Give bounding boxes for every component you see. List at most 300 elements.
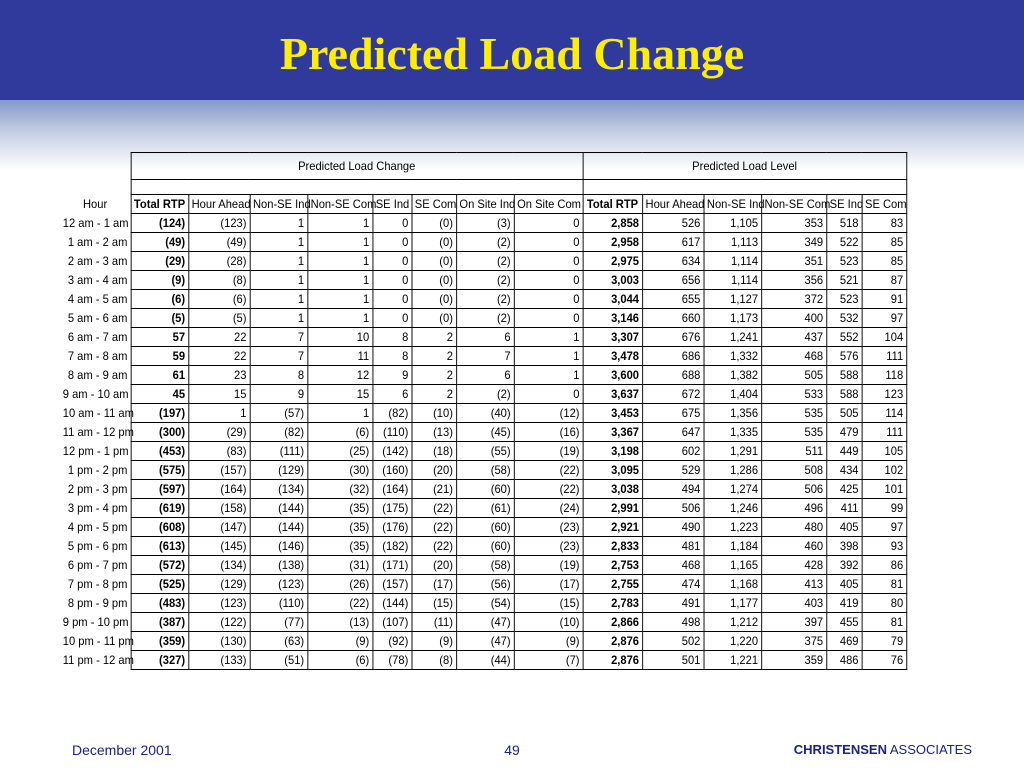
table-cell: 3,478 — [583, 347, 643, 366]
table-cell: 81 — [862, 613, 907, 632]
table-row — [60, 651, 906, 670]
row-hour-label: 9 am - 10 am — [62, 387, 129, 401]
table-cell: 114 — [862, 404, 907, 423]
table-cell: 0 — [372, 214, 411, 233]
table-cell: (6) — [307, 423, 372, 442]
table-cell: (138) — [250, 556, 308, 575]
table-cell: 0 — [372, 309, 411, 328]
column-header: SE Com — [412, 195, 457, 214]
table-cell: 1,223 — [704, 518, 762, 537]
table-row — [60, 632, 906, 651]
table-cell: 405 — [826, 575, 861, 594]
table-cell: 9 — [250, 385, 308, 404]
table-cell: 2,755 — [583, 575, 643, 594]
table-cell: 506 — [642, 499, 703, 518]
table-cell: 474 — [642, 575, 703, 594]
row-hour-label: 5 am - 6 am — [67, 311, 128, 325]
row-hour-label: 10 pm - 11 pm — [62, 634, 134, 648]
row-hour-label: 8 am - 9 am — [67, 368, 128, 382]
table-cell: (175) — [372, 499, 411, 518]
brand-suffix: ASSOCIATES — [889, 742, 972, 757]
table-cell: 1,291 — [704, 442, 762, 461]
table-row — [60, 347, 906, 366]
table-cell: (15) — [514, 594, 583, 613]
table-cell: (9) — [131, 271, 189, 290]
table-row — [60, 233, 906, 252]
table-cell: 552 — [826, 328, 861, 347]
row-hour-label: 3 am - 4 am — [67, 273, 128, 287]
table-cell: 97 — [862, 309, 907, 328]
table-cell: 460 — [761, 537, 826, 556]
table-cell: 397 — [761, 613, 826, 632]
column-header: Non-SE Com — [761, 195, 826, 214]
table-cell: (44) — [456, 651, 514, 670]
row-hour-label: 2 am - 3 am — [67, 254, 128, 268]
table-cell: (23) — [514, 518, 583, 537]
row-hour-label: 12 am - 1 am — [62, 216, 129, 230]
table-cell: 3,146 — [583, 309, 643, 328]
table-cell: 1,335 — [704, 423, 762, 442]
table-cell: 1 — [307, 271, 372, 290]
table-cell: 8 — [372, 347, 411, 366]
table-cell: (11) — [412, 613, 457, 632]
row-hour-label: 11 am - 12 pm — [62, 425, 134, 439]
table-cell: (18) — [412, 442, 457, 461]
table-cell: 490 — [642, 518, 703, 537]
table-cell: 1,184 — [704, 537, 762, 556]
table-cell: 491 — [642, 594, 703, 613]
table-cell: (35) — [307, 499, 372, 518]
table-cell: 449 — [826, 442, 861, 461]
table-cell: (78) — [372, 651, 411, 670]
table-cell: 101 — [862, 480, 907, 499]
row-hour-label: 6 am - 7 am — [67, 330, 128, 344]
table-cell: (63) — [250, 632, 308, 651]
table-cell: (9) — [514, 632, 583, 651]
table-cell: 7 — [250, 347, 308, 366]
table-cell: 91 — [862, 290, 907, 309]
table-cell: 111 — [862, 347, 907, 366]
table-cell: (61) — [456, 499, 514, 518]
table-cell: (142) — [372, 442, 411, 461]
table-cell: (47) — [456, 632, 514, 651]
table-cell: 15 — [188, 385, 249, 404]
table-cell: (123) — [250, 575, 308, 594]
row-hour-label: 4 am - 5 am — [67, 292, 128, 306]
table-cell: (49) — [131, 233, 189, 252]
table-cell: 508 — [761, 461, 826, 480]
table-cell: (19) — [514, 556, 583, 575]
table-cell: 353 — [761, 214, 826, 233]
table-cell: (20) — [412, 461, 457, 480]
table-cell: 434 — [826, 461, 861, 480]
row-hour-label: 5 pm - 6 pm — [67, 539, 128, 553]
table-cell: (60) — [456, 518, 514, 537]
table-cell: 501 — [642, 651, 703, 670]
table-cell: 0 — [372, 290, 411, 309]
column-header: Non-SE Com — [307, 195, 372, 214]
table-cell: (123) — [188, 594, 249, 613]
table-cell: (12) — [514, 404, 583, 423]
table-cell: 1 — [250, 252, 308, 271]
table-cell: (129) — [250, 461, 308, 480]
table-cell: 1 — [514, 366, 583, 385]
table-row — [60, 518, 906, 537]
table-row — [60, 575, 906, 594]
table-row — [60, 537, 906, 556]
table-cell: 6 — [372, 385, 411, 404]
table-cell: 532 — [826, 309, 861, 328]
table-cell: (26) — [307, 575, 372, 594]
table-cell: (182) — [372, 537, 411, 556]
table-cell: 425 — [826, 480, 861, 499]
table-cell: 392 — [826, 556, 861, 575]
table-cell: 3,038 — [583, 480, 643, 499]
table-cell: (0) — [412, 271, 457, 290]
table-cell: 1,114 — [704, 271, 762, 290]
table-cell: (575) — [131, 461, 189, 480]
table-cell: (134) — [250, 480, 308, 499]
table-cell: 351 — [761, 252, 826, 271]
table-cell: 61 — [131, 366, 189, 385]
table-cell: (57) — [250, 404, 308, 423]
table-cell: 99 — [862, 499, 907, 518]
table-cell: 3,637 — [583, 385, 643, 404]
table-cell: (83) — [188, 442, 249, 461]
column-header: SE Ind — [372, 195, 411, 214]
table-cell: (92) — [372, 632, 411, 651]
table-cell: (7) — [514, 651, 583, 670]
table-cell: (0) — [412, 309, 457, 328]
table-cell: (9) — [307, 632, 372, 651]
table-cell: 83 — [862, 214, 907, 233]
table-cell: 0 — [514, 214, 583, 233]
table-cell: 3,003 — [583, 271, 643, 290]
table-cell: 0 — [514, 385, 583, 404]
table-cell: 7 — [456, 347, 514, 366]
table-cell: 676 — [642, 328, 703, 347]
brand-name: CHRISTENSEN — [793, 742, 887, 757]
table-cell: (2) — [456, 233, 514, 252]
table-cell: 522 — [826, 233, 861, 252]
table-cell: (111) — [250, 442, 308, 461]
table-cell: 0 — [514, 233, 583, 252]
table-cell: (77) — [250, 613, 308, 632]
table-cell: 529 — [642, 461, 703, 480]
table-cell: (32) — [307, 480, 372, 499]
row-hour-label: 8 pm - 9 pm — [67, 596, 128, 610]
table-cell: (525) — [131, 575, 189, 594]
table-cell: (8) — [412, 651, 457, 670]
table-cell: 400 — [761, 309, 826, 328]
table-cell: 3,307 — [583, 328, 643, 347]
table-cell: (29) — [188, 423, 249, 442]
table-cell: 102 — [862, 461, 907, 480]
table-cell: (327) — [131, 651, 189, 670]
load-table — [60, 152, 907, 670]
group-header-change: Predicted Load Change — [131, 153, 583, 180]
table-cell: 2,753 — [583, 556, 643, 575]
row-hour-label: 1 am - 2 am — [67, 235, 128, 249]
table-cell: 1 — [188, 404, 249, 423]
table-cell: 686 — [642, 347, 703, 366]
table-row — [60, 252, 906, 271]
table-cell: 2 — [412, 347, 457, 366]
table-cell: 523 — [826, 290, 861, 309]
table-cell: 0 — [372, 271, 411, 290]
table-cell: 588 — [826, 366, 861, 385]
table-cell: (54) — [456, 594, 514, 613]
table-cell: 1,356 — [704, 404, 762, 423]
column-header-row — [60, 195, 906, 214]
table-cell: (22) — [412, 537, 457, 556]
table-cell: 3,198 — [583, 442, 643, 461]
column-header: SE Com — [862, 195, 907, 214]
table-row — [60, 423, 906, 442]
column-header: On Site Ind — [456, 195, 514, 214]
table-cell: (16) — [514, 423, 583, 442]
table-container — [60, 152, 971, 670]
table-cell: (359) — [131, 632, 189, 651]
column-header: Hour Ahead — [642, 195, 703, 214]
table-cell: 1,246 — [704, 499, 762, 518]
table-cell: 469 — [826, 632, 861, 651]
row-hour-label: 11 pm - 12 am — [62, 653, 134, 667]
spacer-row — [60, 180, 906, 195]
table-cell: 85 — [862, 233, 907, 252]
table-cell: (2) — [456, 271, 514, 290]
table-cell: (2) — [456, 385, 514, 404]
table-cell: 12 — [307, 366, 372, 385]
table-cell: 533 — [761, 385, 826, 404]
table-cell: 1 — [307, 404, 372, 423]
table-cell: 518 — [826, 214, 861, 233]
column-header: Hour Ahead — [188, 195, 249, 214]
table-cell: 1,382 — [704, 366, 762, 385]
table-cell: 535 — [761, 404, 826, 423]
table-cell: (3) — [456, 214, 514, 233]
table-cell: 8 — [372, 328, 411, 347]
table-cell: (164) — [188, 480, 249, 499]
table-cell: 3,453 — [583, 404, 643, 423]
table-row — [60, 366, 906, 385]
table-cell: 59 — [131, 347, 189, 366]
table-cell: 1 — [307, 252, 372, 271]
table-cell: 405 — [826, 518, 861, 537]
table-cell: (144) — [250, 518, 308, 537]
table-cell: (82) — [250, 423, 308, 442]
table-cell: 3,367 — [583, 423, 643, 442]
table-row — [60, 214, 906, 233]
table-cell: 1,274 — [704, 480, 762, 499]
table-row — [60, 613, 906, 632]
column-header: Non-SE Ind — [250, 195, 308, 214]
table-cell: 45 — [131, 385, 189, 404]
table-row — [60, 594, 906, 613]
table-cell: (17) — [514, 575, 583, 594]
table-cell: (147) — [188, 518, 249, 537]
table-cell: 588 — [826, 385, 861, 404]
table-cell: 1 — [307, 214, 372, 233]
table-cell: 526 — [642, 214, 703, 233]
table-cell: 1 — [514, 347, 583, 366]
row-hour-label: 7 am - 8 am — [67, 349, 128, 363]
table-row — [60, 290, 906, 309]
table-cell: (157) — [372, 575, 411, 594]
table-cell: (22) — [514, 461, 583, 480]
table-cell: (22) — [307, 594, 372, 613]
table-row — [60, 271, 906, 290]
group-header-row — [60, 153, 906, 180]
table-cell: 86 — [862, 556, 907, 575]
table-cell: 496 — [761, 499, 826, 518]
table-cell: 8 — [250, 366, 308, 385]
spacer-cell — [583, 180, 907, 195]
table-cell: 1,165 — [704, 556, 762, 575]
table-cell: 437 — [761, 328, 826, 347]
table-cell: 486 — [826, 651, 861, 670]
table-cell: 87 — [862, 271, 907, 290]
table-cell: 1,177 — [704, 594, 762, 613]
table-cell: 535 — [761, 423, 826, 442]
table-cell: (58) — [456, 461, 514, 480]
table-cell: 2 — [412, 385, 457, 404]
table-cell: 1 — [250, 309, 308, 328]
table-cell: (20) — [412, 556, 457, 575]
table-cell: (24) — [514, 499, 583, 518]
table-cell: 97 — [862, 518, 907, 537]
table-cell: 349 — [761, 233, 826, 252]
column-header: Non-SE Ind — [704, 195, 762, 214]
table-cell: (483) — [131, 594, 189, 613]
table-cell: 1,127 — [704, 290, 762, 309]
table-cell: (597) — [131, 480, 189, 499]
table-cell: 1 — [307, 290, 372, 309]
table-cell: (55) — [456, 442, 514, 461]
table-cell: (29) — [131, 252, 189, 271]
table-cell: 3,600 — [583, 366, 643, 385]
table-cell: (22) — [412, 518, 457, 537]
table-cell: 521 — [826, 271, 861, 290]
table-row — [60, 328, 906, 347]
footer-date: December 2001 — [72, 742, 172, 758]
table-cell: 2,783 — [583, 594, 643, 613]
table-cell: (25) — [307, 442, 372, 461]
table-cell: 498 — [642, 613, 703, 632]
footer-brand — [794, 742, 972, 757]
table-cell: 2,921 — [583, 518, 643, 537]
table-cell: (572) — [131, 556, 189, 575]
table-cell: 1,241 — [704, 328, 762, 347]
row-hour-label: 12 pm - 1 pm — [62, 444, 129, 458]
table-row — [60, 556, 906, 575]
table-cell: 468 — [761, 347, 826, 366]
table-cell: (13) — [412, 423, 457, 442]
table-cell: 3,095 — [583, 461, 643, 480]
table-cell: 1,114 — [704, 252, 762, 271]
table-cell: 118 — [862, 366, 907, 385]
table-cell: 660 — [642, 309, 703, 328]
blank-cell — [60, 180, 131, 195]
table-cell: 455 — [826, 613, 861, 632]
table-cell: 2,876 — [583, 651, 643, 670]
table-cell: (146) — [250, 537, 308, 556]
table-cell: (30) — [307, 461, 372, 480]
table-cell: 0 — [372, 233, 411, 252]
table-cell: 617 — [642, 233, 703, 252]
table-cell: 428 — [761, 556, 826, 575]
row-hour-label: 1 pm - 2 pm — [67, 463, 128, 477]
table-cell: (0) — [412, 233, 457, 252]
table-cell: (453) — [131, 442, 189, 461]
table-row — [60, 461, 906, 480]
table-cell: 10 — [307, 328, 372, 347]
table-cell: (2) — [456, 252, 514, 271]
table-cell: 672 — [642, 385, 703, 404]
column-header: Total RTP — [583, 195, 643, 214]
table-cell: 403 — [761, 594, 826, 613]
table-cell: (82) — [372, 404, 411, 423]
table-cell: (15) — [412, 594, 457, 613]
table-cell: 1,332 — [704, 347, 762, 366]
table-row — [60, 442, 906, 461]
table-cell: (6) — [131, 290, 189, 309]
table-cell: 1 — [250, 233, 308, 252]
table-cell: (2) — [456, 290, 514, 309]
table-cell: 2 — [412, 328, 457, 347]
table-cell: 79 — [862, 632, 907, 651]
table-cell: (6) — [307, 651, 372, 670]
table-row — [60, 385, 906, 404]
table-cell: 1,168 — [704, 575, 762, 594]
table-cell: 1 — [307, 309, 372, 328]
table-cell: 602 — [642, 442, 703, 461]
table-cell: (619) — [131, 499, 189, 518]
table-cell: 1,105 — [704, 214, 762, 233]
table-cell: 372 — [761, 290, 826, 309]
table-cell: 0 — [514, 252, 583, 271]
table-cell: 688 — [642, 366, 703, 385]
row-hour-label: 4 pm - 5 pm — [67, 520, 128, 534]
slide-title: Predicted Load Change — [279, 28, 745, 79]
table-cell: 634 — [642, 252, 703, 271]
table-row — [60, 480, 906, 499]
table-cell: 655 — [642, 290, 703, 309]
table-cell: (19) — [514, 442, 583, 461]
table-cell: (10) — [514, 613, 583, 632]
table-cell: (110) — [372, 423, 411, 442]
column-header: Total RTP — [131, 195, 189, 214]
table-cell: 398 — [826, 537, 861, 556]
table-cell: (35) — [307, 518, 372, 537]
table-cell: 359 — [761, 651, 826, 670]
table-cell: 505 — [826, 404, 861, 423]
table-cell: 675 — [642, 404, 703, 423]
table-cell: (176) — [372, 518, 411, 537]
table-cell: 468 — [642, 556, 703, 575]
table-cell: 80 — [862, 594, 907, 613]
table-cell: 411 — [826, 499, 861, 518]
table-cell: 502 — [642, 632, 703, 651]
table-cell: (171) — [372, 556, 411, 575]
table-cell: 15 — [307, 385, 372, 404]
table-cell: 22 — [188, 328, 249, 347]
table-cell: 0 — [514, 271, 583, 290]
table-cell: 7 — [250, 328, 308, 347]
table-cell: (123) — [188, 214, 249, 233]
table-cell: 1,286 — [704, 461, 762, 480]
table-cell: (60) — [456, 537, 514, 556]
